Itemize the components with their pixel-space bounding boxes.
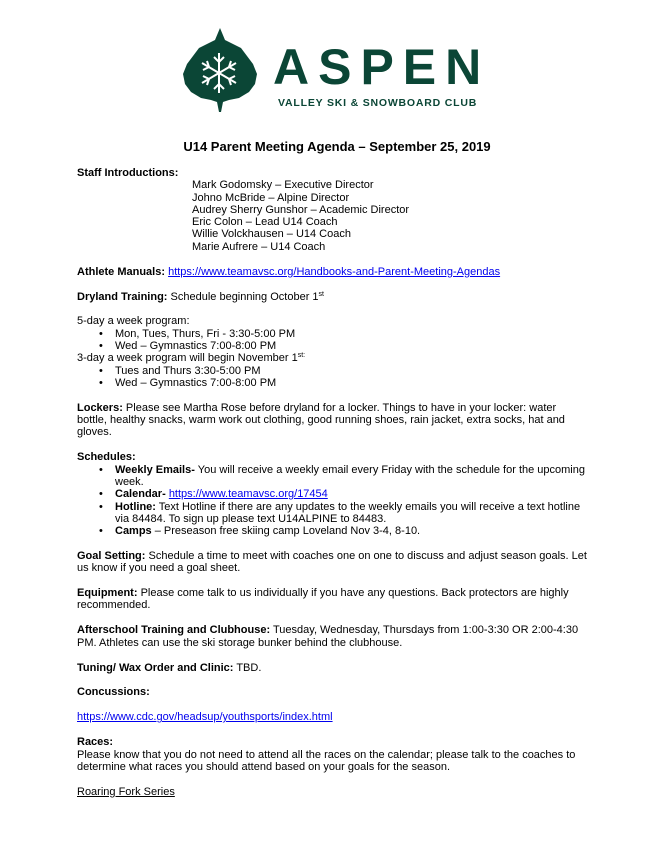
item-label: Camps: [115, 525, 152, 538]
lockers-section: [77, 402, 587, 439]
equipment-section: [77, 587, 587, 612]
schedules-list: [77, 464, 587, 538]
logo-tagline: VALLEY SKI & SNOWBOARD CLUB: [278, 97, 478, 109]
goal-heading: Goal Setting:: [77, 549, 146, 562]
manuals-section: [77, 266, 587, 278]
document-body: [77, 167, 587, 798]
goal-text: Schedule a time to meet with coaches one on one to discuss and adjust season goals. Let us know if you need a goal sheet.: [77, 549, 587, 575]
list-item: • Wed – Gymnastics 7:00-8:00 PM: [77, 377, 587, 389]
item-text: You will receive a weekly email every Friday with the schedule for the upcoming week.: [115, 463, 585, 488]
goal-section: [77, 550, 587, 575]
dryland-sup: st: [318, 290, 324, 298]
dryland-heading: Dryland Training:: [77, 290, 168, 303]
tuning-heading: Tuning/ Wax Order and Clinic:: [77, 661, 234, 674]
concussions-link[interactable]: https://www.cdc.gov/headsup/youthsports/index.html: [77, 711, 333, 724]
staff-section: [77, 167, 587, 253]
races-text: Please know that you do not need to attend all the races on the calendar; please talk to the coaches to determine what races you should attend based on your goals for the season.: [77, 748, 576, 773]
list-item: • Mon, Tues, Thurs, Fri - 3:30-5:00 PM: [77, 328, 587, 340]
equipment-text: Please come talk to us individually if you have any questions. Back protectors are highly recommended.: [77, 587, 569, 612]
staff-name: Mark Godomsky – Executive Director: [192, 179, 374, 192]
list-item: • Tues and Thurs 3:30-5:00 PM: [77, 365, 587, 377]
lockers-heading: Lockers:: [77, 401, 123, 414]
afterschool-section: [77, 624, 587, 649]
page-title: U14 Parent Meeting Agenda – September 25, 2019: [183, 139, 491, 154]
three-day-sup: st:: [297, 352, 306, 360]
staff-name: Johno McBride – Alpine Director: [192, 191, 350, 204]
races-section: [77, 736, 587, 773]
list-item: • Wed – Gymnastics 7:00-8:00 PM: [77, 340, 587, 352]
list-item: [77, 501, 587, 526]
item-text: – Preseason free skiing camp Loveland Nov 3-4, 8-10.: [151, 525, 421, 538]
staff-name: Marie Aufrere – U14 Coach: [192, 240, 326, 253]
staff-heading: Staff Introductions:: [77, 167, 179, 179]
tuning-text: TBD.: [236, 661, 262, 674]
item-label: Hotline:: [115, 500, 156, 513]
five-day-list: [77, 328, 587, 353]
schedules-section: [77, 451, 587, 537]
staff-name: Willie Volckhausen – U14 Coach: [192, 228, 351, 241]
item-label: Calendar-: [115, 488, 166, 501]
tuning-section: [77, 662, 587, 674]
schedules-heading: Schedules:: [77, 451, 136, 464]
staff-list: [77, 179, 587, 253]
three-day-list: [77, 365, 587, 390]
item-text: Text Hotline if there are any updates to the weekly emails you will receive a text hotline via 84484. To sign up please text U14ALPINE to 84483.: [115, 500, 581, 525]
lockers-text: Please see Martha Rose before dryland for a locker. Things to have in your locker: water bottle, healthy snacks, warm work out clothing, good running shoes, rain jacket, extra socks, hat and gloves.: [77, 401, 565, 439]
aspen-leaf-snowflake-icon: [181, 28, 259, 112]
manuals-heading: Athlete Manuals:: [77, 265, 166, 278]
concussions-heading: Concussions:: [77, 686, 150, 699]
calendar-link[interactable]: https://www.teamavsc.org/17454: [168, 488, 328, 501]
staff-name: Eric Colon – Lead U14 Coach: [192, 216, 338, 229]
afterschool-heading: Afterschool Training and Clubhouse:: [77, 624, 271, 637]
dryland-text: Schedule beginning October 1: [170, 290, 319, 303]
equipment-heading: Equipment:: [77, 587, 138, 600]
item-label: Weekly Emails-: [115, 463, 195, 476]
afterschool-text: Tuesday, Wednesday, Thursdays from 1:00-3:30 OR 2:00-4:30 PM. Athletes can use the ski storage bunker behind the clubhouse.: [77, 624, 579, 649]
dryland-section: [77, 291, 587, 303]
five-day-label: 5-day a week program:: [77, 315, 190, 328]
concussions-section: [77, 686, 587, 698]
logo-wordmark: ASPEN: [273, 39, 491, 95]
list-item: [77, 488, 587, 500]
three-day-text: 3-day a week program will begin November 1: [77, 352, 298, 365]
list-item: [77, 525, 587, 537]
staff-name: Audrey Sherry Gunshor – Academic Director: [192, 203, 410, 216]
races-heading: Races:: [77, 736, 114, 749]
roaring-fork-series-heading: Roaring Fork Series: [77, 785, 175, 798]
aspen-logo: [181, 28, 491, 110]
list-item: [77, 464, 587, 489]
manuals-link[interactable]: https://www.teamavsc.org/Handbooks-and-Parent-Meeting-Agendas: [168, 265, 501, 278]
three-day-label: [77, 352, 587, 364]
